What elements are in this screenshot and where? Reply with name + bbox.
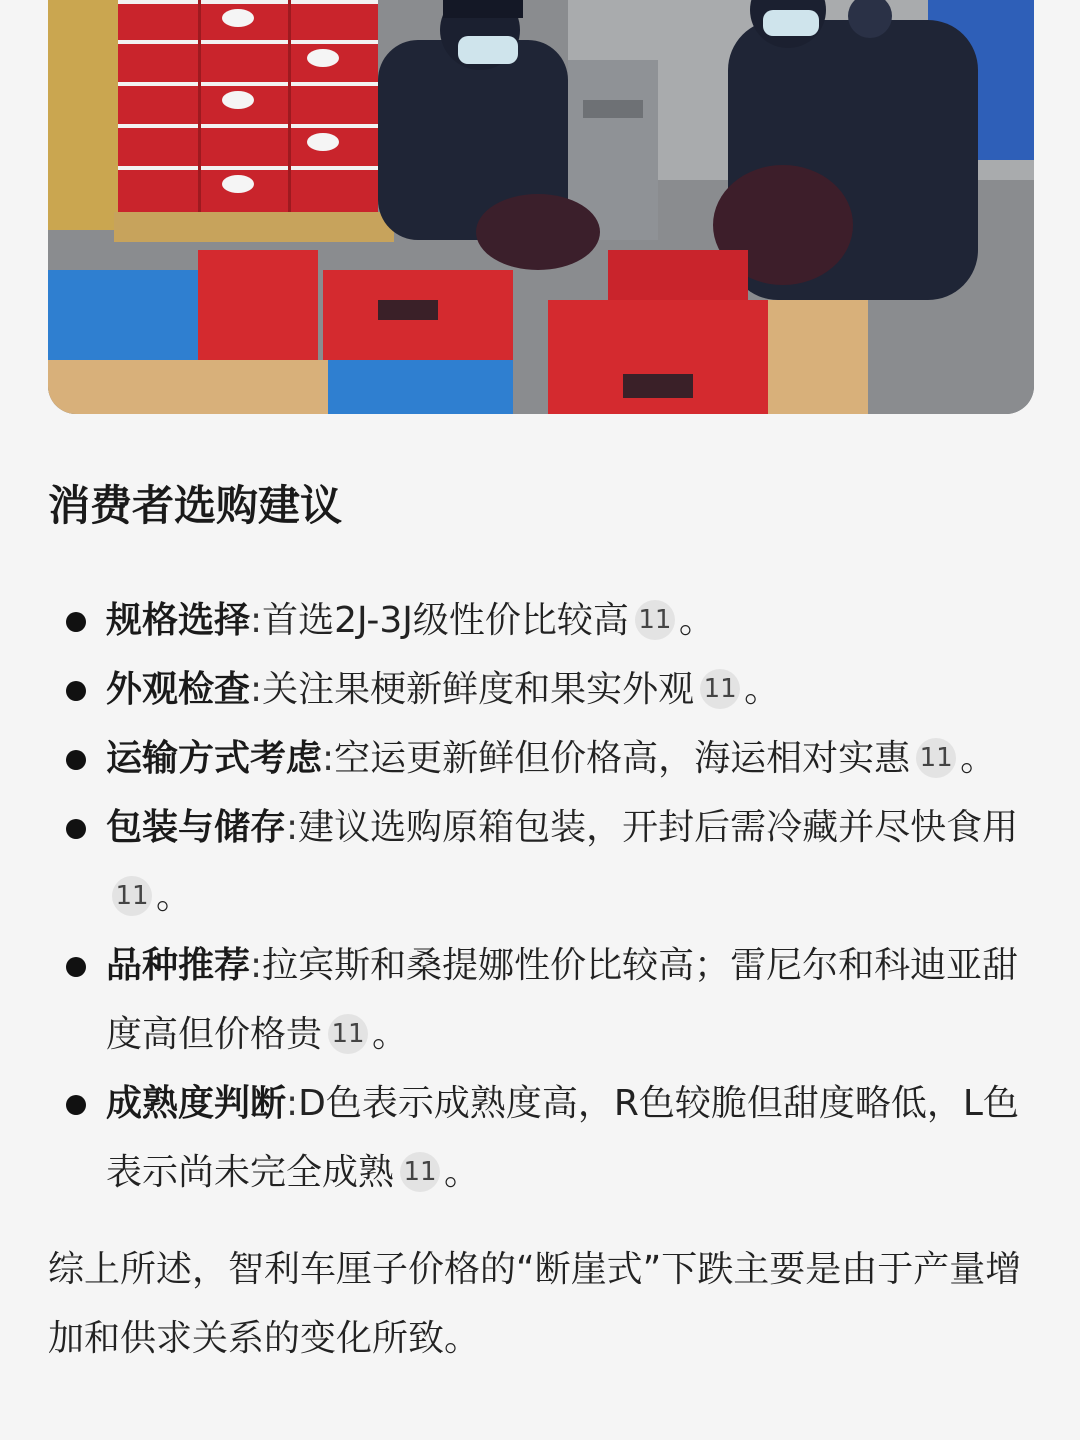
item-text: 空运更新鲜但价格高，海运相对实惠	[334, 738, 911, 779]
bullet-icon	[66, 1095, 86, 1115]
list-item	[48, 931, 1034, 1069]
item-separator: :	[250, 669, 263, 710]
wooden-pallet	[114, 212, 394, 242]
item-end: 。	[678, 600, 715, 641]
citation-badge[interactable]: 11	[916, 738, 956, 778]
section-title: 消费者选购建议	[48, 481, 343, 530]
item-separator: :	[322, 738, 335, 779]
list-item	[48, 1069, 1034, 1207]
item-end: 。	[744, 669, 781, 710]
item-separator: :	[250, 600, 263, 641]
bullet-icon	[66, 750, 86, 770]
list-item	[48, 724, 1034, 793]
bullet-icon	[66, 612, 86, 632]
item-end: 。	[960, 738, 997, 779]
item-label: 品种推荐	[106, 945, 251, 986]
item-label: 运输方式考虑	[106, 738, 323, 779]
inspection-scene-illustration	[48, 0, 1034, 414]
citation-badge[interactable]: 11	[112, 876, 152, 916]
advice-list	[48, 586, 1034, 1207]
item-text: 拉宾斯和桑提娜性价比较高；雷尼尔和科迪亚甜度高但价格贵	[106, 945, 1019, 1055]
article-content	[48, 474, 1034, 1409]
cherry-bag-left	[476, 194, 600, 270]
item-label: 外观检查	[106, 669, 251, 710]
item-label: 包装与储存	[106, 807, 287, 848]
item-separator: :	[286, 807, 299, 848]
list-item	[48, 793, 1034, 931]
item-text: 建议选购原箱包装，开封后需冷藏并尽快食用	[298, 807, 1019, 848]
citation-badge[interactable]: 11	[635, 600, 675, 640]
item-end: 。	[372, 1014, 409, 1055]
open-cherry-boxes	[48, 250, 868, 414]
item-separator: :	[250, 945, 263, 986]
item-label: 规格选择	[106, 600, 251, 641]
item-end: 。	[444, 1152, 481, 1193]
item-text: 关注果梗新鲜度和果实外观	[262, 669, 695, 710]
item-text: 首选2J-3J级性价比较高	[262, 600, 629, 641]
citation-badge[interactable]: 11	[328, 1014, 368, 1054]
news-photo	[48, 0, 1034, 414]
item-text: D色表示成熟度高，R色较脆但甜度略低，L色表示尚未完全成熟	[106, 1083, 1019, 1193]
citation-badge[interactable]: 11	[400, 1152, 440, 1192]
item-separator: :	[286, 1083, 299, 1124]
bullet-icon	[66, 957, 86, 977]
item-end: 。	[156, 876, 193, 917]
yellow-rack	[48, 0, 118, 230]
stacked-cherry-boxes	[118, 0, 378, 212]
citation-badge[interactable]: 11	[700, 669, 740, 709]
list-item	[48, 586, 1034, 655]
bullet-icon	[66, 819, 86, 839]
item-label: 成熟度判断	[106, 1083, 287, 1124]
list-item	[48, 655, 1034, 724]
bullet-icon	[66, 681, 86, 701]
summary-paragraph: 综上所述，智利车厘子价格的“断崖式”下跌主要是由于产量增加和供求关系的变化所致。	[48, 1249, 1022, 1359]
